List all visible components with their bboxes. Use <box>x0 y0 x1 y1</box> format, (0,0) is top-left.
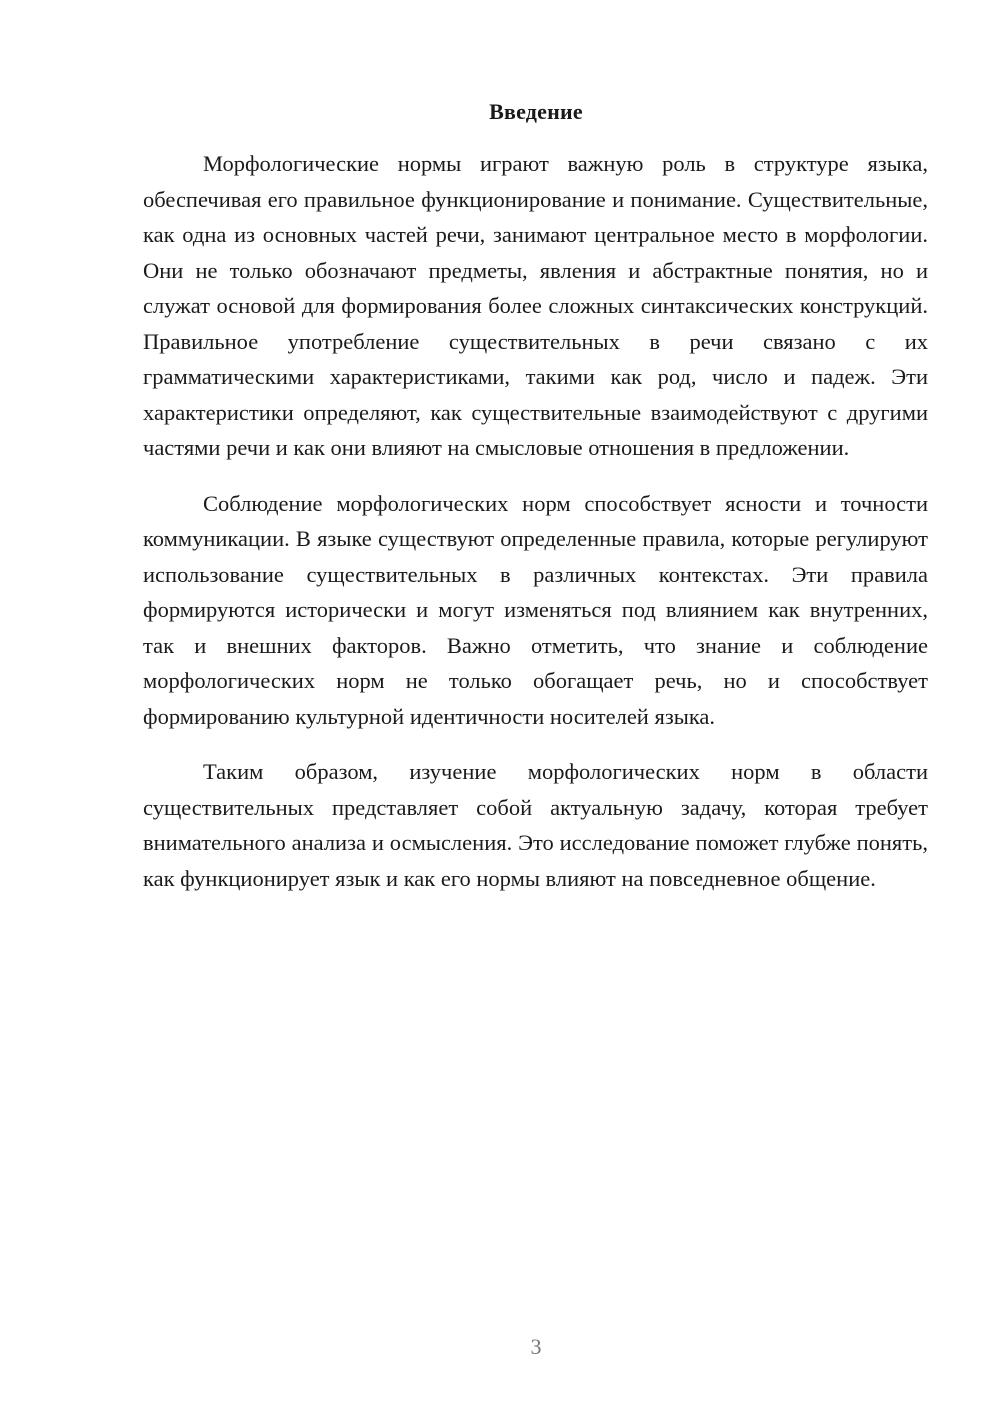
body-text <box>143 146 928 896</box>
paragraph-1: Морфологические нормы играют важную роль в структуре языка, обеспечивая его правильное функционирование и понимание. Существительные, как одна из основных частей речи, занимают центральное место в морфологии. Они не только обозначают предметы, явления и абстрактные понятия, но и служат основой для формирования более сложных синтаксических конструкций. Правильное употребление существительных в речи связано с их грамматическими характеристиками, такими как род, число и падеж. Эти характеристики определяют, как существительные взаимодействуют с другими частями речи и как они влияют на смысловые отношения в предложении. <box>143 151 928 460</box>
paragraph-2: Соблюдение морфологических норм способствует ясности и точности коммуникации. В языке существуют определенные правила, которые регулируют использование существительных в различных контекстах. Эти правила формируются исторически и могут изменяться под влиянием как внутренних, так и внешних факторов. Важно отметить, что знание и соблюдение морфологических норм не только обогащает речь, но и способствует формированию культурной идентичности носителей языка. <box>143 490 928 729</box>
section-heading: Введение <box>489 99 583 124</box>
page-number: 3 <box>530 1334 542 1359</box>
paragraph-3: Таким образом, изучение морфологических норм в области существительных представляет собой актуальную задачу, которая требует внимательного анализа и осмысления. Это исследование поможет глубже понять, как функционирует язык и как его нормы влияют на повседневное общение. <box>143 759 928 891</box>
